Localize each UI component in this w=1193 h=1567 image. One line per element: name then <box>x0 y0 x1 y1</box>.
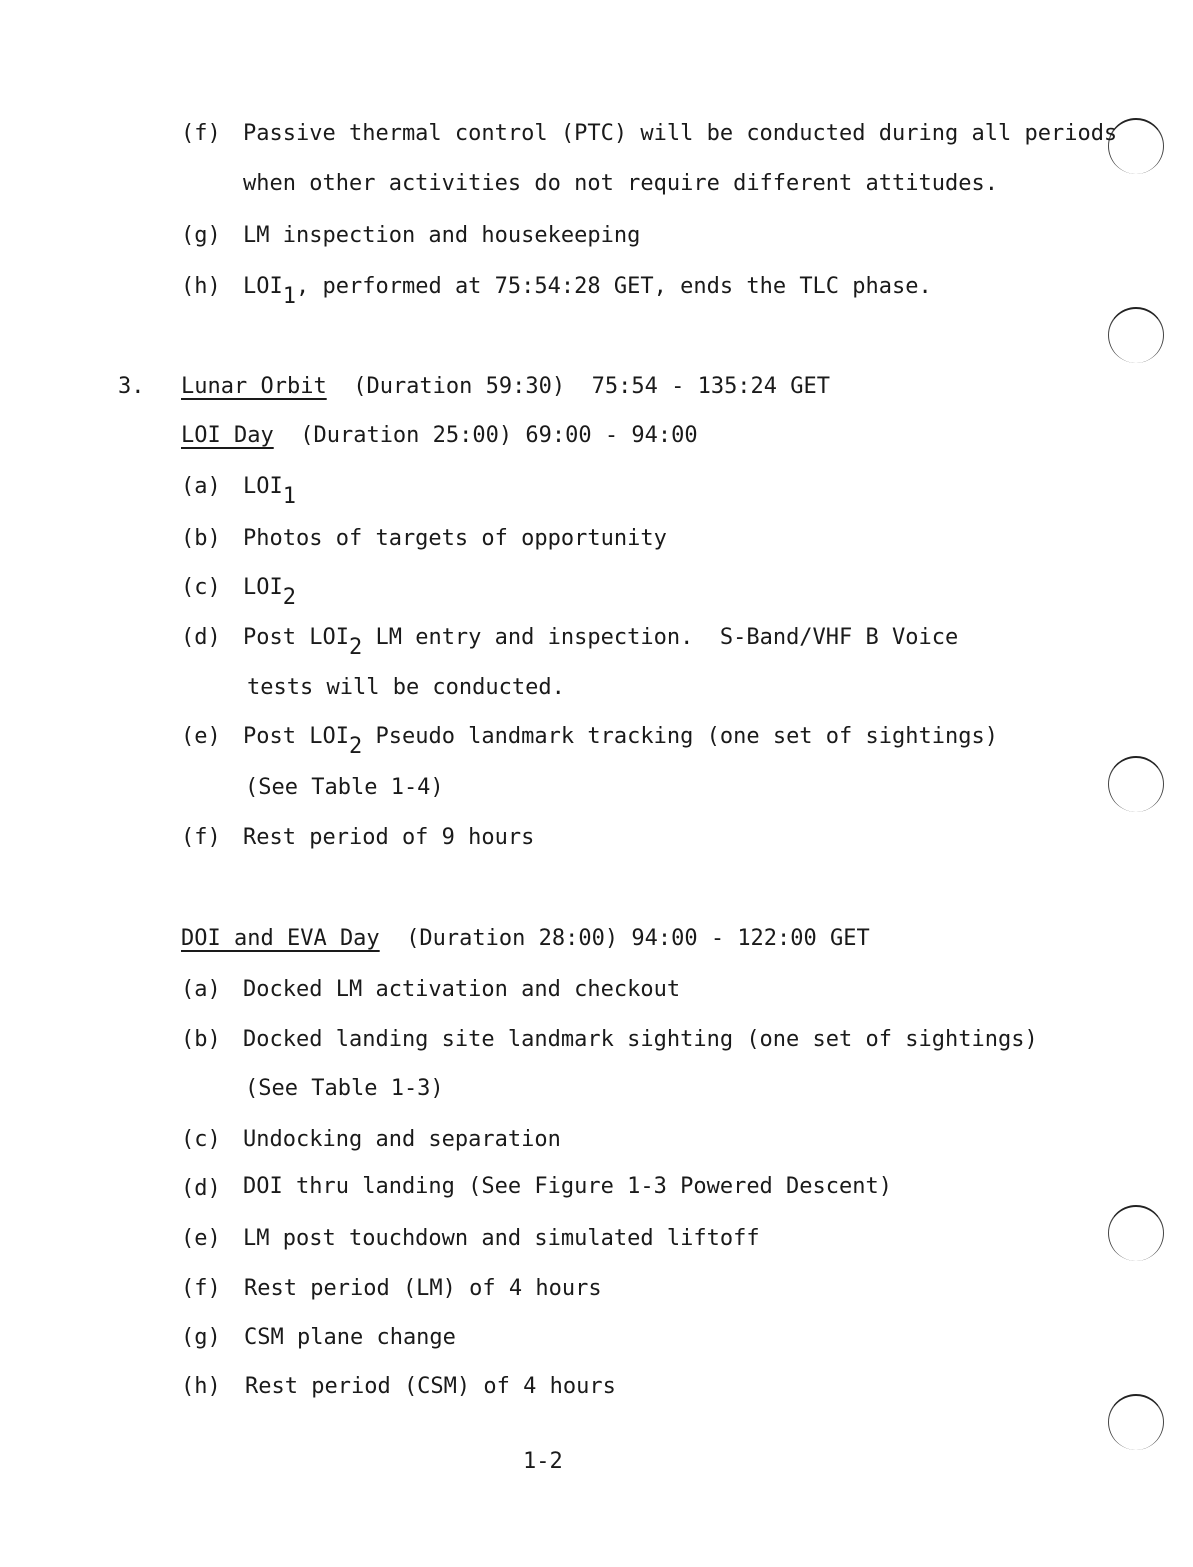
item-label: (e) <box>181 724 221 749</box>
item-text: Photos of targets of opportunity <box>243 526 667 551</box>
item-label: (h) <box>181 274 221 299</box>
item-text: Undocking and separation <box>243 1127 561 1152</box>
item-label: (e) <box>181 1226 221 1251</box>
item-label: (c) <box>181 1127 221 1152</box>
item-text: LOI2 <box>243 575 296 610</box>
item-text: LM post touchdown and simulated liftoff <box>243 1226 760 1251</box>
item-label: (g) <box>181 1325 221 1350</box>
item-text: LOI1 <box>243 474 296 509</box>
item-label: (b) <box>181 1027 221 1052</box>
item-label: (d) <box>181 1176 221 1201</box>
binder-hole <box>1108 307 1164 363</box>
section-number: 3. <box>118 374 145 399</box>
item-text: Rest period (LM) of 4 hours <box>244 1276 602 1301</box>
item-label: (a) <box>181 474 221 499</box>
item-text: Rest period (CSM) of 4 hours <box>245 1374 616 1399</box>
binder-hole <box>1108 1394 1164 1450</box>
item-text: LOI1, performed at 75:54:28 GET, ends the TLC phase. <box>243 274 932 309</box>
item-text: (See Table 1-4) <box>245 775 444 800</box>
item-label: (a) <box>181 977 221 1002</box>
binder-hole <box>1108 756 1164 812</box>
page-number: 1-2 <box>523 1449 563 1474</box>
item-text: LM inspection and housekeeping <box>243 223 641 248</box>
item-label: (d) <box>181 625 221 650</box>
item-text: Post LOI2 Pseudo landmark tracking (one set of sightings) <box>243 724 998 759</box>
item-text: Passive thermal control (PTC) will be conducted during all periods <box>243 121 1118 146</box>
item-label: (f) <box>181 121 221 146</box>
binder-hole <box>1108 1205 1164 1261</box>
item-text: CSM plane change <box>244 1325 456 1350</box>
subsection-heading: LOI Day (Duration 25:00) 69:00 - 94:00 <box>181 423 698 448</box>
item-text: when other activities do not require different attitudes. <box>243 171 998 196</box>
item-text: tests will be conducted. <box>247 675 565 700</box>
item-text: Rest period of 9 hours <box>243 825 535 850</box>
item-text: Docked landing site landmark sighting (one set of sightings) <box>243 1027 1038 1052</box>
item-label: (b) <box>181 526 221 551</box>
item-label: (h) <box>181 1374 221 1399</box>
item-label: (f) <box>181 1276 221 1301</box>
item-text: Docked LM activation and checkout <box>243 977 681 1002</box>
item-text: Post LOI2 LM entry and inspection. S-Band/VHF B Voice <box>243 625 959 660</box>
item-label: (c) <box>181 575 221 600</box>
item-text: DOI thru landing (See Figure 1-3 Powered Descent) <box>243 1174 893 1199</box>
item-text: (See Table 1-3) <box>245 1076 444 1101</box>
section-heading: Lunar Orbit (Duration 59:30) 75:54 - 135:24 GET <box>181 374 831 399</box>
item-label: (g) <box>181 223 221 248</box>
item-label: (f) <box>181 825 221 850</box>
subsection-heading: DOI and EVA Day (Duration 28:00) 94:00 - 122:00 GET <box>181 926 870 951</box>
